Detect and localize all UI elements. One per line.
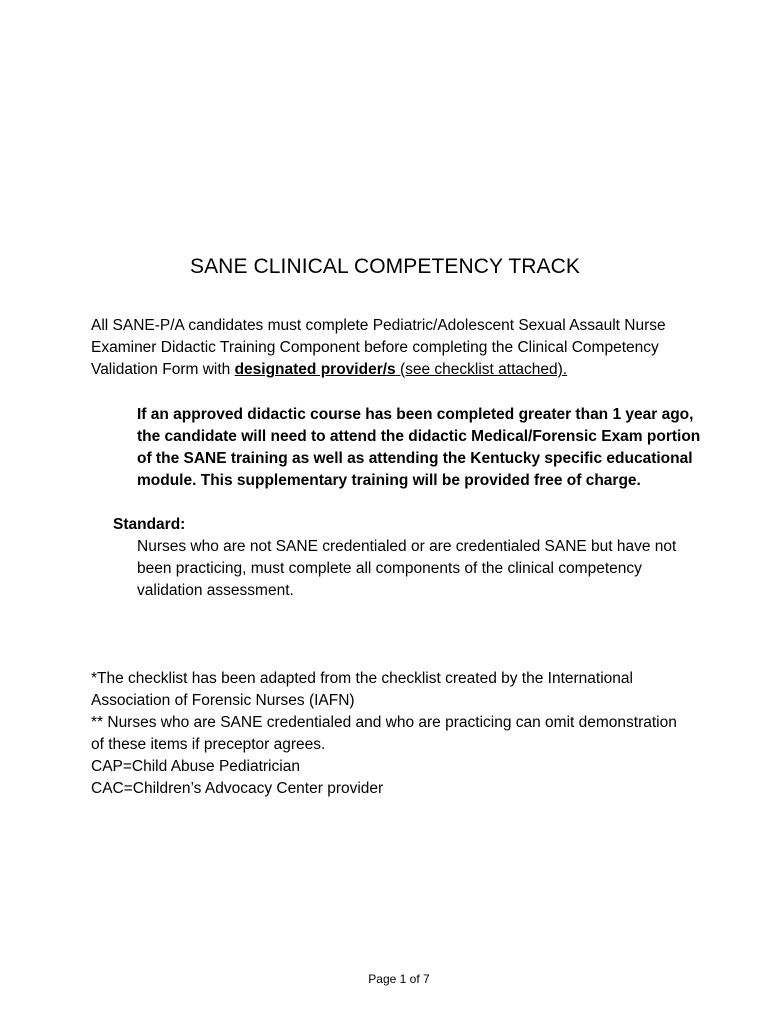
intro-line-prefix: Validation Form with [91, 361, 235, 378]
page-title: SANE CLINICAL COMPETENCY TRACK [189, 255, 581, 278]
notice-line: module. This supplementary training will be provided free of charge. [137, 472, 641, 489]
standard-line: been practicing, must complete all components of the clinical competency [137, 560, 642, 577]
notice-line: the candidate will need to attend the didactic Medical/Forensic Exam portion [137, 428, 701, 445]
intro-line [91, 359, 721, 381]
checklist-reference: (see checklist attached). [395, 361, 568, 378]
page-number: Page 1 of 7 [368, 972, 430, 986]
footnote-line: CAP=Child Abuse Pediatrician [91, 758, 300, 775]
standard-line: Nurses who are not SANE credentialed or are credentialed SANE but have not [137, 538, 677, 555]
footnote-line: of these items if preceptor agrees. [91, 736, 326, 753]
standard-text [137, 536, 717, 602]
notice-line: of the SANE training as well as attending the Kentucky specific educational [137, 450, 693, 467]
intro-paragraph [91, 315, 721, 381]
footnote-line: *The checklist has been adapted from the checklist created by the International [91, 670, 633, 687]
intro-line: All SANE-P/A candidates must complete Pediatric/Adolescent Sexual Assault Nurse [91, 317, 666, 334]
designated-provider-text: designated provider/s [234, 361, 396, 378]
notice-line: If an approved didactic course has been completed greater than 1 year ago, [137, 406, 694, 423]
standard-label: Standard: [113, 516, 186, 533]
standard-line: validation assessment. [137, 582, 294, 599]
footnote-line: ** Nurses who are SANE credentialed and who are practicing can omit demonstration [91, 714, 677, 731]
footnote-line: CAC=Children’s Advocacy Center provider [91, 780, 384, 797]
didactic-notice [137, 404, 737, 492]
footnote-line: Association of Forensic Nurses (IAFN) [91, 692, 355, 709]
footnotes [91, 668, 731, 800]
intro-line: Examiner Didactic Training Component before completing the Clinical Competency [91, 339, 659, 356]
